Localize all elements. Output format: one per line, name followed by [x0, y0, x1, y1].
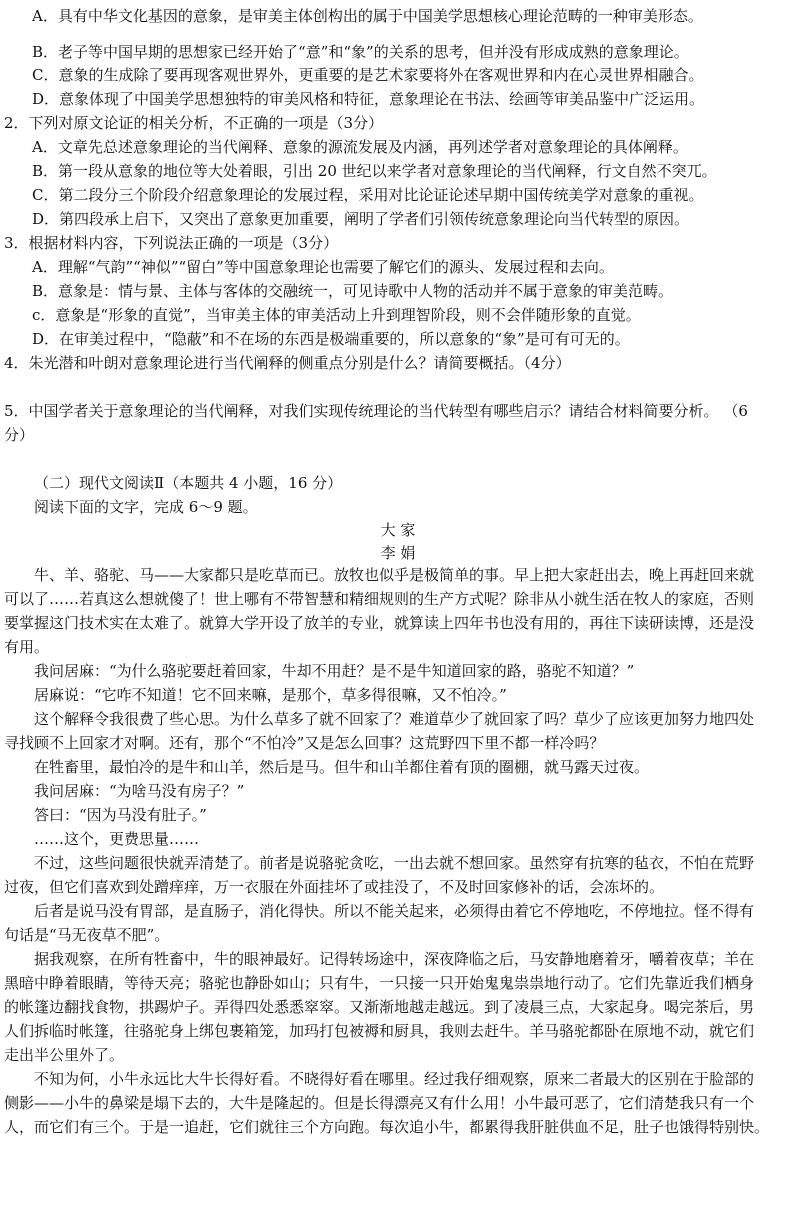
q3-option-c: c．意象是“形象的直觉”，当审美主体的审美活动上升到理智阶段，则不会伴随形象的直觉。 [32, 306, 641, 324]
passage-line: 寻找顾不上回家才对啊。还有，那个“不怕冷”又是怎么回事？这荒野四下里不都一样冷吗？ [4, 734, 605, 752]
passage-line: 侧影——小牛的鼻梁是塌下去的，大牛是隆起的。但是长得漂亮又有什么用！小牛最可恶了，它们清楚我只有一个 [4, 1094, 755, 1112]
q3-stem: 3．根据材料内容，下列说法正确的一项是（3分） [4, 234, 339, 252]
q3-option-a: A．理解“气韵”“神似”“留白”等中国意象理论也需要了解它们的源头、发展过程和去向。 [32, 258, 614, 276]
q2-option-c: C．第二段分三个阶段介绍意象理论的发展过程，采用对比论证论述早期中国传统美学对意象的重视。 [32, 186, 704, 204]
passage-line: 人们拆临时帐篷，往骆驼身上绑包裹箱笼，加玛打包被褥和厨具，我则去赶牛。羊马骆驼都卧在原地不动，就它们 [4, 1022, 755, 1040]
q5-question-continued: 分） [4, 426, 35, 444]
q1-option-a: A．具有中华文化基因的意象，是审美主体创构出的属于中国美学思想核心理论范畴的一种审美形态。 [32, 7, 703, 25]
passage-title: 大 家 [380, 521, 416, 539]
passage-line: 黑暗中睁着眼睛，等待天亮；骆驼也静卧如山；只有牛，一只接一只开始鬼鬼祟祟地行动了。它们先靠近我们栖身 [4, 974, 755, 992]
passage-line: 我问居麻：“为啥马没有房子？” [4, 782, 245, 800]
passage-author: 李 娟 [380, 544, 416, 562]
q1-option-c: C．意象的生成除了要再现客观世界外，更重要的是艺术家要将外在客观世界和内在心灵世界相融合。 [32, 66, 704, 84]
passage-line: 有用。 [4, 638, 50, 656]
passage-line: 不过，这些问题很快就弄清楚了。前者是说骆驼贪吃，一出去就不想回家。虽然穿有抗寒的毡衣，不怕在荒野 [4, 854, 755, 872]
q2-option-d: D．第四段承上启下，又突出了意象更加重要，阐明了学者们引领传统意象理论向当代转型的原因。 [32, 210, 690, 228]
q2-option-a: A．文章先总述意象理论的当代阐释、意象的源流发展及内涵，再列述学者对意象理论的具体阐释。 [32, 138, 688, 156]
passage-line: 走出半公里外了。 [4, 1046, 125, 1064]
passage-line: 我问居麻：“为什么骆驼要赶着回家，牛却不用赶？是不是牛知道回家的路，骆驼不知道？” [4, 662, 635, 680]
passage-line: 这个解释令我很费了些心思。为什么草多了就不回家了？难道草少了就回家了吗？草少了应该更加努力地四处 [4, 710, 755, 728]
passage-line: 句话是“马无夜草不肥”。 [4, 926, 170, 944]
passage-line: 的帐篷边翻找食物，拱踢炉子。弄得四处悉悉窣窣。又渐渐地越走越远。到了凌晨三点，大家起身。喝完茶后，男 [4, 998, 755, 1016]
passage-line: 后者是说马没有胃部，是直肠子，消化得快。所以不能关起来，必须得由着它不停地吃，不停地拉。怪不得有 [4, 902, 755, 920]
passage-line: 答曰：“因为马没有肚子。” [4, 806, 207, 824]
section-heading: （二）现代文阅读Ⅱ（本题共 4 小题，16 分） [34, 474, 343, 492]
passage-line: 据我观察，在所有牲畜中，牛的眼神最好。记得转场途中，深夜降临之后，马安静地磨着牙，嚼着夜草；羊在 [4, 950, 755, 968]
q1-option-d: D．意象体现了中国美学思想独特的审美风格和特征，意象理论在书法、绘画等审美品鉴中广泛运用。 [32, 90, 705, 108]
passage-line: 人，而它们有三个。于是一追赶，它们就往三个方向跑。每次追小牛，都累得我肝脏供血不足，肚子也饿得特别快。 [4, 1118, 770, 1136]
passage-line: 可以了……若真这么想就傻了！世上哪有不带智慧和精细规则的生产方式呢？除非从小就生活在牧人的家庭，否则 [4, 590, 755, 608]
passage-line: 不知为何，小牛永远比大牛长得好看。不晓得好看在哪里。经过我仔细观察，原来二者最大的区别在于脸部的 [4, 1070, 755, 1088]
passage-line: 要掌握这门技术实在太难了。就算大学开设了放羊的专业，就算读上四年书也没有用的，再往下读研读博，还是没 [4, 614, 755, 632]
q1-option-b: B．老子等中国早期的思想家已经开始了“意”和“象”的关系的思考，但并没有形成成熟的意象理论。 [32, 43, 689, 61]
q5-question: 5．中国学者关于意象理论的当代阐释，对我们实现传统理论的当代转型有哪些启示？请结合材料简要分析。 （6 [4, 402, 748, 420]
q2-option-b: B．第一段从意象的地位等大处着眼，引出 20 世纪以来学者对意象理论的当代阐释，行文自然不突兀。 [32, 162, 717, 180]
passage-line: 居麻说：“它咋不知道！它不回来嘛，是那个，草多得很嘛，又不怕冷。” [4, 686, 507, 704]
q2-stem: 2．下列对原文论证的相关分析，不正确的一项是（3分） [4, 114, 384, 132]
passage-line: 过夜，但它们喜欢到处蹭痒痒，万一衣服在外面挂坏了或挂没了，不及时回家修补的话，会冻坏的。 [4, 878, 665, 896]
passage-line: 在牲畜里，最怕冷的是牛和山羊，然后是马。但牛和山羊都住着有顶的圈棚，就马露天过夜。 [4, 758, 650, 776]
passage-line: 牛、羊、骆驼、马——大家都只是吃草而已。放牧也似乎是极简单的事。早上把大家赶出去，晚上再赶回来就 [4, 566, 755, 584]
reading-instruction: 阅读下面的文字，完成 6～9 题。 [34, 498, 258, 516]
passage-line: ……这个，更费思量…… [4, 830, 200, 848]
q4-question: 4．朱光潜和叶朗对意象理论进行当代阐释的侧重点分别是什么？请简要概括。（4分） [4, 354, 571, 372]
q3-option-b: B．意象是：情与景、主体与客体的交融统一，可见诗歌中人物的活动并不属于意象的审美范畴。 [32, 282, 674, 300]
q3-option-d: D．在审美过程中，“隐蔽”和不在场的东西是极端重要的，所以意象的“象”是可有可无的。 [32, 330, 630, 348]
